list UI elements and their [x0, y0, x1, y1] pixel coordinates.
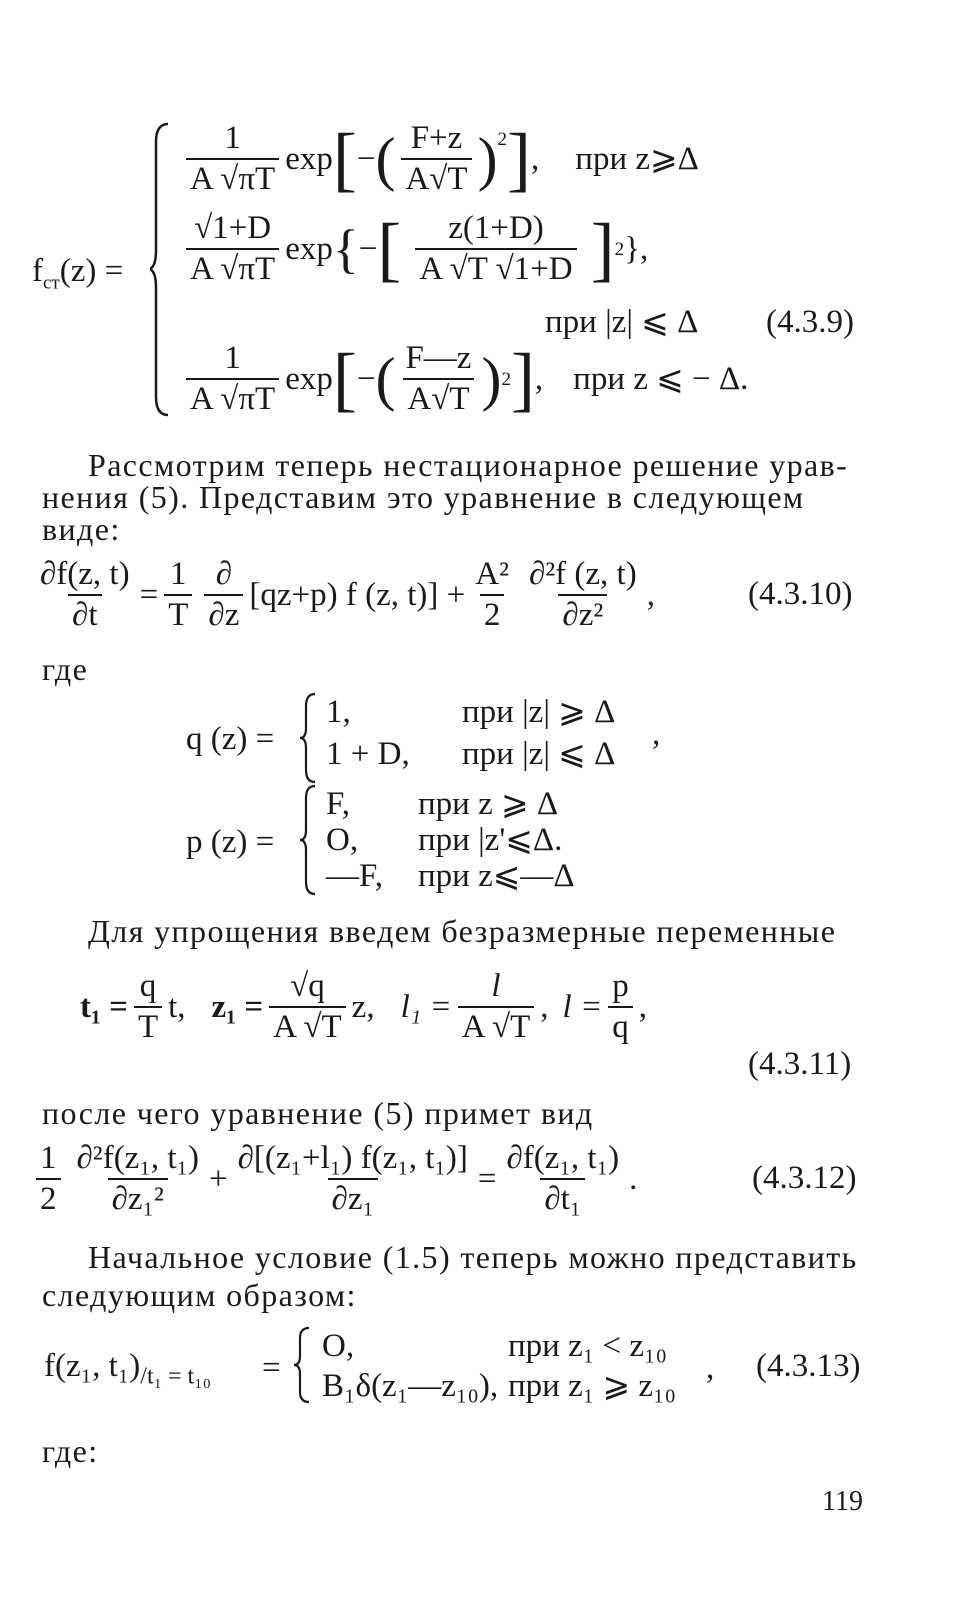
- para1-line2: нения (5). Представим это уравнение в следующем: [42, 479, 805, 515]
- p-def-r2-val: O,: [326, 822, 359, 858]
- para4-line1: Начальное условие (1.5) теперь можно представить: [88, 1239, 858, 1275]
- eq-4312: $\frac{1}{2}$ $\frac{\text{∂²f(z₁, t₁)}}{\text{∂z₁²}}$ + $\frac{\text{∂[(z₁+l₁) f(z₁, t₁)]}}{\text{∂z₁}}$ = $\frac{\text{∂f(z₁, t₁)}}{\text{∂t₁}}$ .: [36, 1142, 637, 1216]
- p-def-brace: [300, 784, 318, 896]
- eq-4313-r1-cond: при z₁ < z₁₀: [508, 1328, 667, 1364]
- q-def-brace: [300, 692, 318, 784]
- q-def-r2-cond: при |z| ⩽ Δ: [462, 736, 616, 772]
- q-def-r2-val: 1 + D,: [326, 736, 410, 772]
- eq-4313-comma: ,: [706, 1350, 715, 1386]
- para1-line3: виде:: [42, 511, 121, 547]
- case1-fraction: $\frac{1}{A √\pi T}$: [186, 122, 279, 196]
- eq-439-brace: [150, 122, 172, 417]
- para2: Для упрощения введем безразмерные переменные: [88, 913, 837, 949]
- eq-4310-label: (4.3.10): [748, 576, 853, 612]
- para1-line1: Рассмотрим теперь нестационарное решение урав-: [88, 447, 849, 483]
- eq-4313-lhs: f(z₁, $t_1)_{/t_1 = t_{10}}$: [44, 1348, 211, 1390]
- eq-4312-label: (4.3.12): [752, 1160, 857, 1196]
- p-def-r2-cond: при |z'⩽Δ.: [418, 822, 563, 858]
- case3-fraction: $\frac{1}{A √\pi T}$: [186, 342, 279, 416]
- where-1: где: [42, 651, 89, 687]
- eq-439-lhs: $f_{ст}(z)$ =: [32, 253, 124, 294]
- eq-4311-label: (4.3.11): [748, 1046, 852, 1082]
- eq-4313-r1-val: O,: [322, 1328, 355, 1364]
- eq-4313-label: (4.3.13): [756, 1348, 861, 1384]
- p-def-lhs: p (z) =: [186, 824, 275, 860]
- eq-439-case2-cond: при |z| ⩽ Δ: [545, 304, 699, 340]
- q-def-r1-cond: при |z| ⩾ Δ: [462, 694, 616, 730]
- eq-4310: $\frac{\partial f(z, t)}{\partial t}$ = $\frac{1}{T}$ $\frac{\partial}{\partial z}$ [qz+p) f (z, t)] + $\frac{\text{A²}}{2}$ $\frac{\text{∂²f (z, t)}}{\text{∂z²}}$ ,: [40, 556, 655, 633]
- where-2: где:: [42, 1433, 99, 1469]
- para4-line2: следующим образом:: [42, 1277, 357, 1313]
- eq-439-label: (4.3.9): [766, 304, 854, 340]
- p-def-r3-cond: при z⩽—Δ: [418, 858, 575, 894]
- page-number: 119: [822, 1486, 863, 1517]
- eq-439-case1: $\frac{1}{A √\pi T}$ exp [ − ( $\frac{F+z}{A√T}$ ) 2 ] , при z⩾Δ: [180, 122, 699, 196]
- case2-fraction: $\frac{√1+D}{A √\pi T}$: [186, 212, 279, 286]
- q-def-lhs: q (z) =: [186, 721, 275, 757]
- p-def-r1-val: F,: [326, 786, 350, 822]
- p-def-r1-cond: при z ⩾ Δ: [418, 786, 559, 822]
- eq-439-case3: $\frac{1}{A √\pi T}$ exp [ − ( $\frac{F—z}{A√T}$ ) 2 ] , при z ⩽ − Δ.: [180, 342, 748, 416]
- p-def-r3-val: —F,: [326, 858, 383, 894]
- eq-4313-r2-cond: при z₁ ⩾ z₁₀: [508, 1368, 677, 1404]
- eq-4313-brace: [294, 1326, 312, 1404]
- eq-4311: t₁ = $\frac{q}{T}$ t, z₁ = $\frac{√q}{A √T}$ z, l₁ = $\frac{l}{A √T}$ , l = $\frac{p}{q}$ ,: [80, 968, 647, 1045]
- q-def-comma: ,: [652, 716, 661, 752]
- eq-439-case2: $\frac{√1+D}{A √\pi T}$ exp { − [ $\frac{z(1+D)}{A √T √1+D}$ ] 2 },: [180, 212, 648, 286]
- eq-4313-eq: =: [262, 1350, 281, 1386]
- q-def-r1-val: 1,: [326, 694, 351, 730]
- para3: после чего уравнение (5) примет вид: [42, 1095, 594, 1131]
- eq-4313-r2-val: B₁δ(z₁—z₁₀),: [322, 1368, 499, 1404]
